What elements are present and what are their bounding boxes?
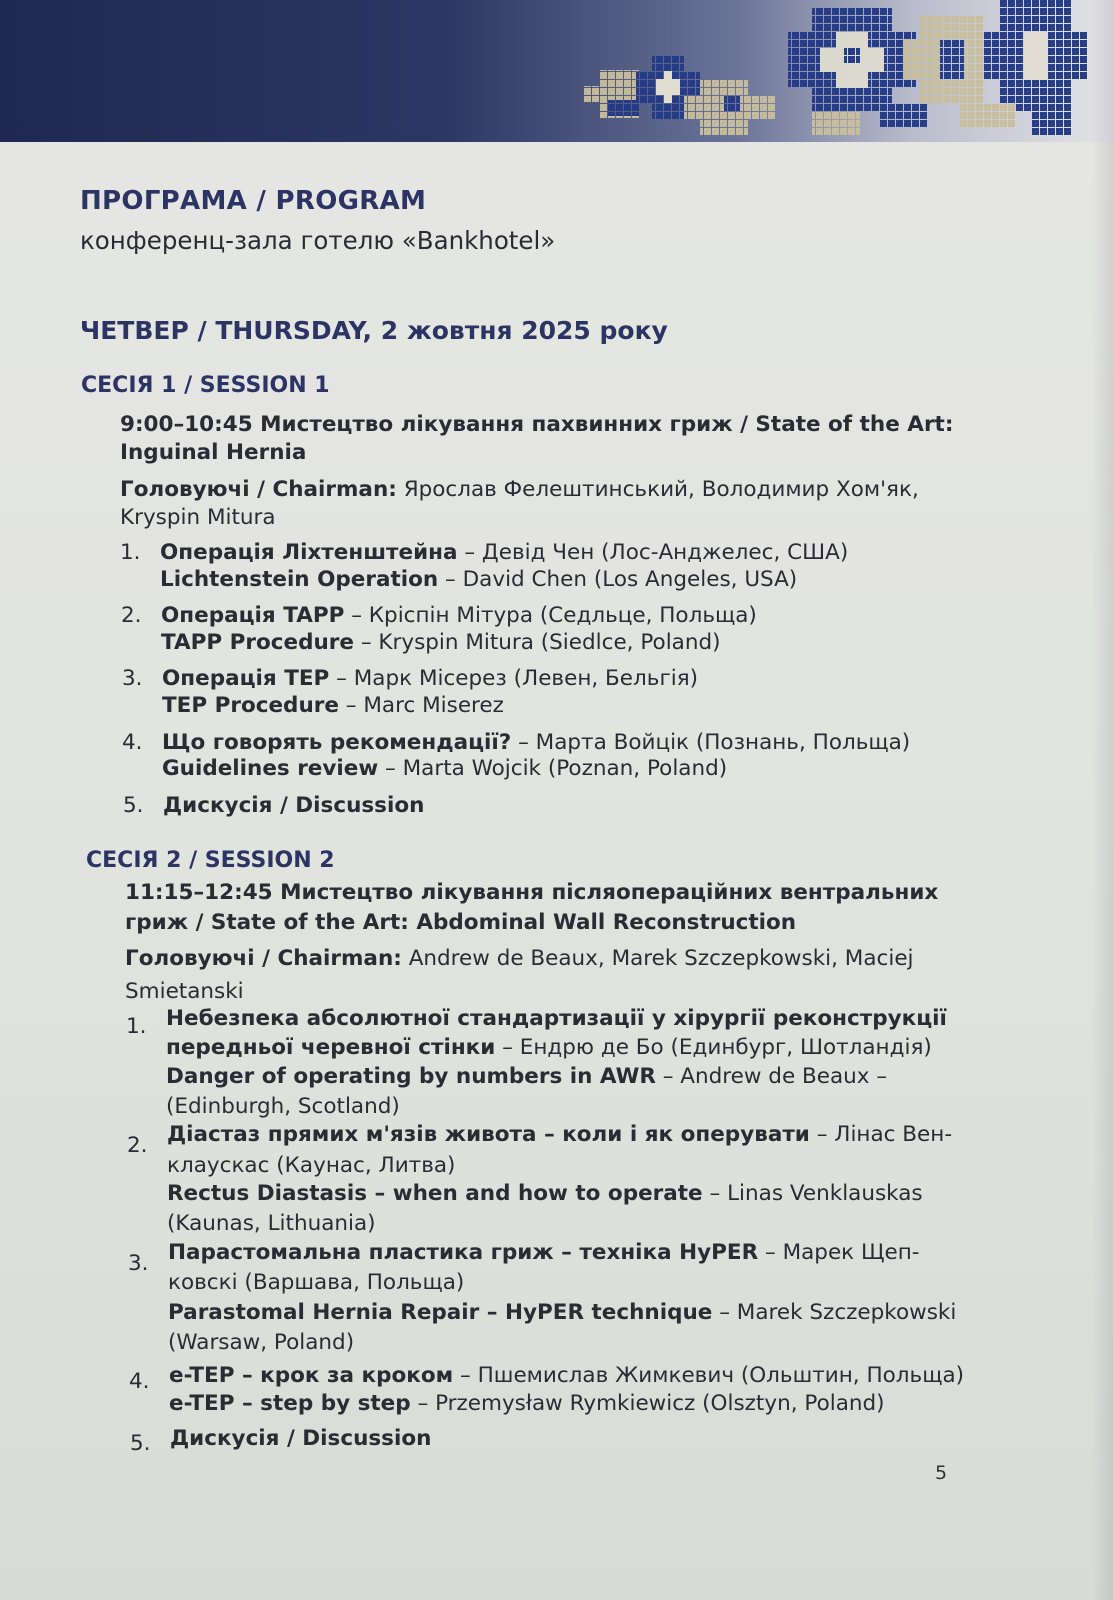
item-title: Операція Ліхтенштейна xyxy=(160,540,458,565)
chair-label: Головуючі / Chairman: xyxy=(120,477,397,502)
session-1-time-title-cont: Inguinal Hernia xyxy=(120,440,307,465)
session-1-chairs-cont: Kryspin Mitura xyxy=(120,505,276,530)
chair-names: Ярослав Фелештинський, Володимир Хом'як, xyxy=(396,477,919,502)
venue-subtitle: конференц-зала готелю «Bankhotel» xyxy=(80,226,556,255)
page-number: 5 xyxy=(935,1462,948,1484)
list-item xyxy=(167,1122,952,1147)
list-item xyxy=(162,730,910,755)
list-item-line: (Edinburgh, Scotland) xyxy=(166,1094,400,1119)
list-item-en xyxy=(162,693,504,718)
list-item: Небезпека абсолютної стандартизації у хірургії реконструкції xyxy=(166,1006,947,1031)
item-title: Parastomal Hernia Repair – HyPER technique xyxy=(168,1300,713,1325)
item-speaker: – Девід Чен (Лос-Анджелес, США) xyxy=(457,540,849,565)
item-speaker: – Лінас Вен- xyxy=(809,1122,953,1147)
list-item-en xyxy=(160,567,797,592)
chair-label: Головуючі / Chairman: xyxy=(125,946,402,971)
item-title: Lichtenstein Operation xyxy=(160,567,439,592)
discussion-item: Дискусія / Discussion xyxy=(170,1426,432,1451)
item-title: Парастомальна пластика гриж – техніка HyPER xyxy=(168,1240,759,1265)
discussion-item: Дискусія / Discussion xyxy=(163,793,425,818)
item-title: Що говорять рекомендації? xyxy=(162,730,512,755)
item-title: передньої черевної стінки xyxy=(166,1035,496,1060)
list-item-number: 3. xyxy=(128,1251,149,1276)
list-item-en xyxy=(167,1181,923,1206)
list-item-line: ковскі (Варшава, Польща) xyxy=(168,1270,465,1295)
embroidery-banner xyxy=(0,0,1113,142)
list-item xyxy=(161,603,757,628)
list-item-number: 5. xyxy=(123,793,144,818)
session-2-chairs-cont: Smietanski xyxy=(125,979,244,1004)
page-title: ПРОГРАМА / PROGRAM xyxy=(80,186,427,216)
list-item-number: 1. xyxy=(120,540,141,565)
item-speaker: – Марта Войцік (Познань, Польща) xyxy=(511,730,911,755)
session-1-heading: СЕСІЯ 1 / SESSION 1 xyxy=(81,373,330,398)
item-title: Діастаз прямих м'язів живота – коли і як оперувати xyxy=(167,1122,810,1147)
item-title: Danger of operating by numbers in AWR xyxy=(166,1064,656,1089)
list-item-en xyxy=(162,756,727,781)
item-title: e-TEP – step by step xyxy=(169,1391,411,1416)
item-speaker: – Марек Щеп- xyxy=(758,1240,920,1265)
item-speaker: – Przemysław Rymkiewicz (Olsztyn, Poland) xyxy=(410,1391,885,1416)
list-item-number: 3. xyxy=(122,666,143,691)
embroidery-ornament-icon xyxy=(0,0,1113,142)
list-item xyxy=(160,540,848,565)
list-item-line: (Warsaw, Poland) xyxy=(168,1330,355,1355)
item-title: Операція TEP xyxy=(162,666,330,691)
session-2-time-title: 11:15–12:45 Мистецтво лікування післяопераційних вентральних xyxy=(125,880,939,905)
page-edge-shadow xyxy=(1091,0,1113,1600)
item-speaker: – Марк Місерез (Левен, Бельгія) xyxy=(329,666,699,691)
item-speaker: – Marek Szczepkowski xyxy=(712,1300,957,1325)
item-title: TEP Procedure xyxy=(162,693,339,718)
item-speaker: – Kryspin Mitura (Siedlce, Poland) xyxy=(353,630,721,655)
list-item-en xyxy=(168,1300,956,1325)
list-item-number: 2. xyxy=(121,603,142,628)
item-title: TAPP Procedure xyxy=(161,630,354,655)
item-speaker: – Linas Venklauskas xyxy=(702,1181,923,1206)
list-item xyxy=(169,1363,964,1388)
item-speaker: – Кріспін Мітура (Седльце, Польща) xyxy=(344,603,757,628)
session-2-heading: СЕСІЯ 2 / SESSION 2 xyxy=(86,848,335,873)
list-item-en xyxy=(166,1064,887,1089)
chair-names: Andrew de Beaux, Marek Szczepkowski, Maciej xyxy=(401,946,914,971)
item-speaker: – David Chen (Los Angeles, USA) xyxy=(438,567,798,592)
session-2-chairs xyxy=(125,946,914,971)
item-title: Операція TAPP xyxy=(161,603,345,628)
list-item-number: 1. xyxy=(126,1014,147,1039)
session-1-chairs xyxy=(120,477,919,502)
list-item-line xyxy=(166,1035,932,1060)
list-item-line: клаускас (Каунас, Литва) xyxy=(167,1153,456,1178)
list-item-line: (Kaunas, Lithuania) xyxy=(167,1211,376,1236)
list-item-number: 4. xyxy=(122,730,143,755)
list-item xyxy=(162,666,698,691)
item-speaker: – Andrew de Beaux – xyxy=(655,1064,888,1089)
item-speaker: – Marta Wojcik (Poznan, Poland) xyxy=(378,756,728,781)
list-item-en xyxy=(169,1391,885,1416)
list-item-en xyxy=(161,630,721,655)
item-title: e-TEP – крок за кроком xyxy=(169,1363,454,1388)
item-speaker: – Ендрю де Бо (Единбург, Шотландія) xyxy=(495,1035,932,1060)
list-item xyxy=(168,1240,920,1265)
item-title: Guidelines review xyxy=(162,756,379,781)
list-item-number: 5. xyxy=(130,1431,151,1456)
item-speaker: – Пшемислав Жимкевич (Ольштин, Польща) xyxy=(453,1363,965,1388)
list-item-number: 4. xyxy=(129,1369,150,1394)
day-heading: ЧЕТВЕР / THURSDAY, 2 жовтня 2025 року xyxy=(80,316,668,345)
item-title: Rectus Diastasis – when and how to operate xyxy=(167,1181,703,1206)
session-1-time-title: 9:00–10:45 Мистецтво лікування пахвинних гриж / State of the Art: xyxy=(120,412,954,437)
session-2-time-title-cont: гриж / State of the Art: Abdominal Wall Reconstruction xyxy=(125,910,797,935)
item-speaker: – Marc Miserez xyxy=(338,693,504,718)
list-item-number: 2. xyxy=(127,1133,148,1158)
